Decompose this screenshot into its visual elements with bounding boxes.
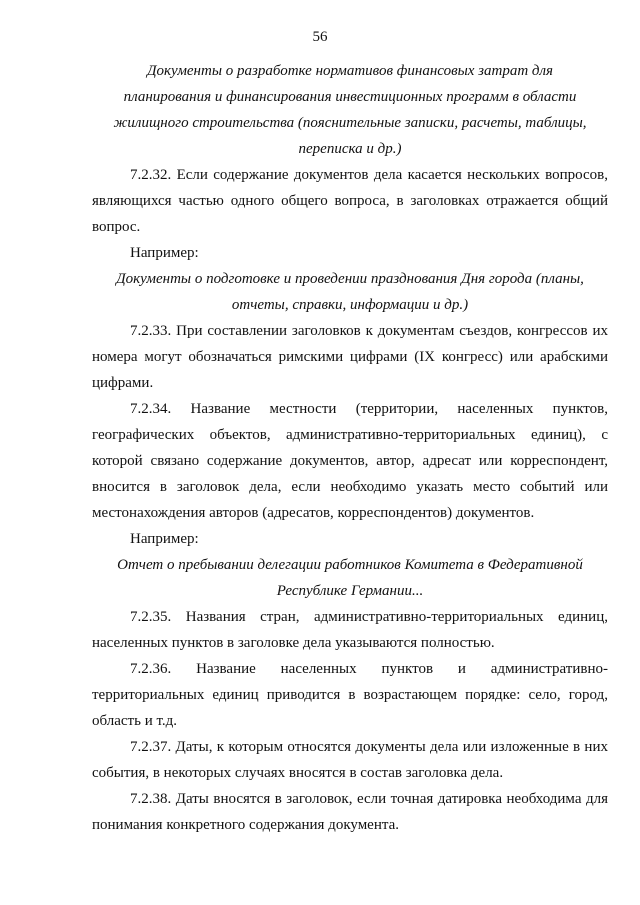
paragraph-7-2-34 [92,396,608,526]
paragraph-line: 7.2.36. Название населенных пунктов и административно- [130,661,608,677]
example-heading-line: Республике Германии... [276,583,424,599]
example-heading-city-day [92,266,608,318]
page-number: 56 [312,29,328,45]
paragraph-line: понимания конкретного содержания документа. [92,817,400,833]
paragraph-line: вопрос. [92,219,141,235]
example-heading-delegation-report [92,552,608,604]
paragraph-7-2-33 [92,318,608,396]
paragraph-line: область и т.д. [92,713,178,729]
paragraph-line: географических объектов, административно-территориальных единиц), с [92,427,608,443]
example-heading-budget-documents [92,58,608,162]
paragraph-line: которой связано содержание документов, автор, адресат или корреспондент, [92,453,608,469]
example-label: Например: [130,531,199,547]
paragraph-line: номера могут обозначаться римскими цифрами (IX конгресс) или арабскими [92,349,608,365]
paragraph-line: местонахождения авторов (адресатов, корреспондентов) документов. [92,505,535,521]
paragraph-line: 7.2.34. Название местности (территории, населенных пунктов, [130,401,608,417]
example-heading-line: Документы о подготовке и проведении празднования Дня города (планы, [116,271,584,287]
paragraph-line: 7.2.38. Даты вносятся в заголовок, если точная датировка необходима для [130,791,608,807]
paragraph-7-2-37 [92,734,608,786]
paragraph-line: 7.2.33. При составлении заголовков к документам съездов, конгрессов их [130,323,608,339]
example-heading-line: жилищного строительства (пояснительные записки, расчеты, таблицы, [113,115,587,131]
paragraph-7-2-32 [92,162,608,240]
paragraph-line: 7.2.32. Если содержание документов дела касается нескольких вопросов, [130,167,608,183]
example-heading-line: отчеты, справки, информации и др.) [231,297,469,313]
paragraph-line: населенных пунктов в заголовке дела указываются полностью. [92,635,495,651]
paragraph-line: являющихся частью одного общего вопроса, в заголовках отражается общий [92,193,608,209]
paragraph-line: территориальных единиц приводится в возрастающем порядке: село, город, [92,687,608,703]
paragraph-line: события, в некоторых случаях вносятся в состав заголовка дела. [92,765,504,781]
paragraph-line: вносится в заголовок дела, если необходимо указать место событий или [92,479,608,495]
paragraph-7-2-35 [92,604,608,656]
example-label: Например: [130,245,199,261]
page-content [92,58,608,838]
paragraph-7-2-38 [92,786,608,838]
paragraph-7-2-36 [92,656,608,734]
example-heading-line: переписка и др.) [298,141,402,157]
paragraph-line: 7.2.37. Даты, к которым относятся документы дела или изложенные в них [130,739,608,755]
example-heading-line: Документы о разработке нормативов финансовых затрат для [146,63,554,79]
example-heading-line: планирования и финансирования инвестиционных программ в области [123,89,577,105]
paragraph-line: цифрами. [92,375,154,391]
paragraph-line: 7.2.35. Названия стран, административно-территориальных единиц, [130,609,608,625]
example-heading-line: Отчет о пребывании делегации работников Комитета в Федеративной [117,557,583,573]
